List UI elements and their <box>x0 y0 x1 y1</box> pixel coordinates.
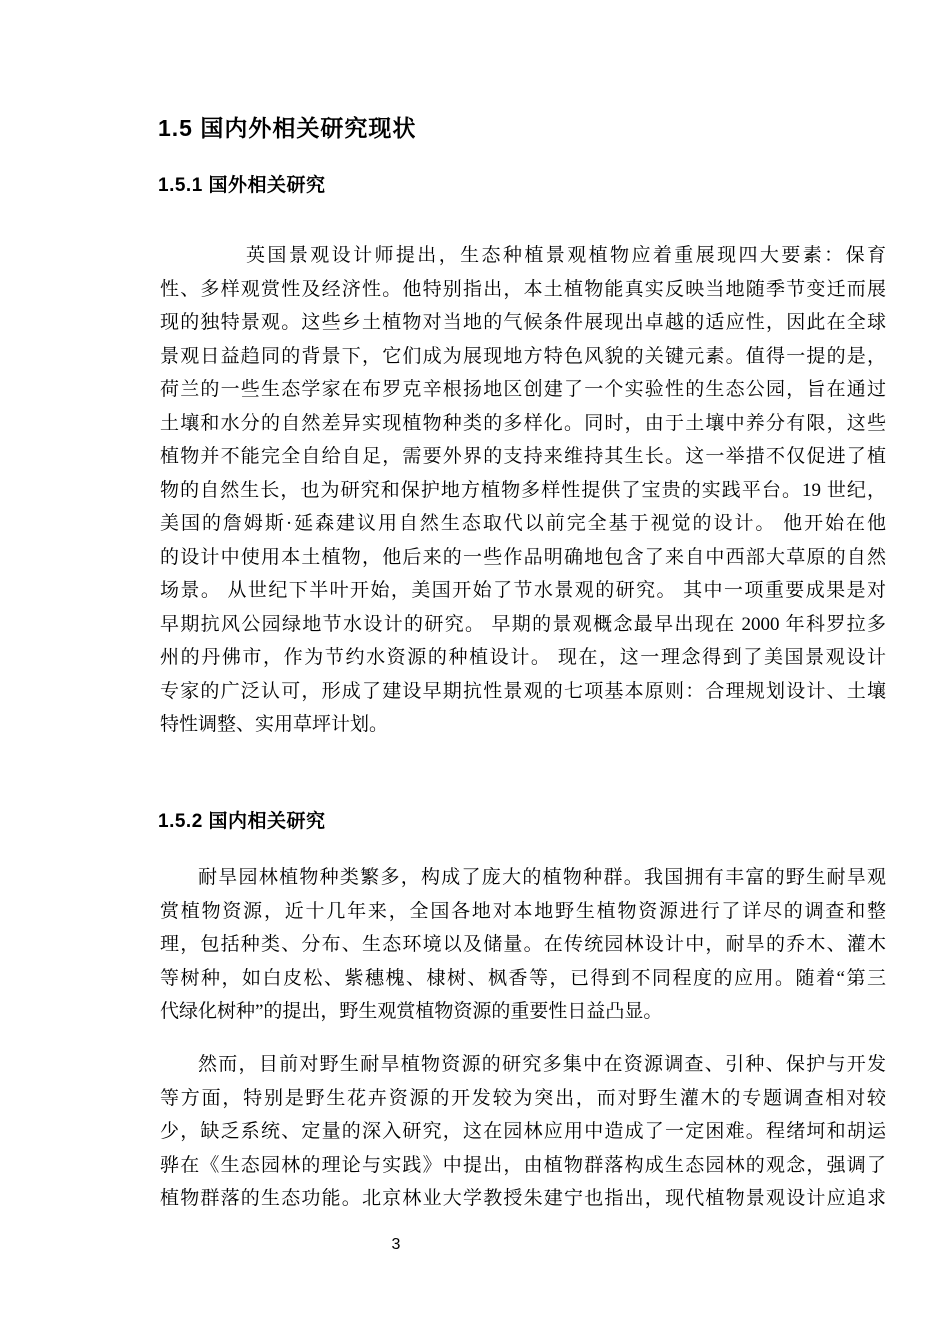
text-line: 荷兰的一些生态学家在布罗克辛根扬地区创建了一个实验性的生态公园，旨在通过 <box>160 379 886 400</box>
text-line: 专家的广泛认可，形成了建设早期抗性景观的七项基本原则：合理规划设计、土壤 <box>160 680 886 702</box>
subsection-heading-domestic-research: 1.5.2 国内相关研究 <box>158 811 326 832</box>
text-line: 州的丹佛市，作为节约水资源的种植设计。 现在，这一理念得到了美国景观设计 <box>160 647 886 668</box>
text-line: 植物群落的生态功能。北京林业大学教授朱建宁也指出，现代植物景观设计应追求 <box>160 1188 886 1209</box>
text-line: 美国的詹姆斯·延森建议用自然生态取代以前完全基于视觉的设计。 他开始在他 <box>160 513 886 534</box>
text-line: 特性调整、实用草坪计划。 <box>160 714 389 735</box>
page-number: 3 <box>391 1236 401 1253</box>
text-line: 早期抗风公园绿地节水设计的研究。 早期的景观概念最早出现在 2000 年科罗拉多 <box>160 613 886 635</box>
subsection-heading-foreign-research: 1.5.1 国外相关研究 <box>158 175 326 196</box>
text-line: 土壤和水分的自然差异实现植物种类的多样化。同时，由于土壤中养分有限，这些 <box>160 412 886 434</box>
text-line: 然而，目前对野生耐旱植物资源的研究多集中在资源调查、引种、保护与开发 <box>198 1054 886 1075</box>
text-line: 理，包括种类、分布、生态环境以及储量。在传统园林设计中，耐旱的乔木、灌木 <box>160 934 886 955</box>
text-line: 代绿化树种”的提出，野生观赏植物资源的重要性日益凸显。 <box>160 1001 663 1022</box>
text-line: 赏植物资源，近十几年来，全国各地对本地野生植物资源进行了详尽的调查和整 <box>160 900 886 922</box>
text-line: 等树种，如白皮松、紫穗槐、棣树、枫香等，已得到不同程度的应用。随着“第三 <box>160 967 886 989</box>
text-line: 骅在《生态园林的理论与实践》中提出，由植物群落构成生态园林的观念，强调了 <box>160 1154 886 1176</box>
text-line: 现的独特景观。这些乡土植物对当地的气候条件展现出卓越的适应性，因此在全球 <box>160 312 886 333</box>
text-line: 景观日益趋同的背景下，它们成为展现地方特色风貌的关键元素。值得一提的是， <box>160 345 886 367</box>
text-line: 场景。 从世纪下半叶开始，美国开始了节水景观的研究。 其中一项重要成果是对 <box>160 580 886 601</box>
text-line: 的设计中使用本土植物，他后来的一些作品明确地包含了来自中西部大草原的自然 <box>160 546 886 568</box>
text-line: 性、多样观赏性及经济性。他特别指出，本土植物能真实反映当地随季节变迁而展 <box>160 278 886 300</box>
paragraph-domestic-research-2 <box>160 1048 886 1216</box>
paragraph-foreign-research <box>160 239 886 742</box>
text-line: 耐旱园林植物种类繁多，构成了庞大的植物种群。我国拥有丰富的野生耐旱观 <box>198 867 886 888</box>
text-line: 植物并不能完全自给自足，需要外界的支持来维持其生长。这一举措不仅促进了植 <box>160 446 886 467</box>
text-line: 少，缺乏系统、定量的深入研究，这在园林应用中造成了一定困难。程绪坷和胡运 <box>160 1121 886 1142</box>
section-heading: 1.5 国内外相关研究现状 <box>158 115 417 141</box>
text-line: 物的自然生长，也为研究和保护地方植物多样性提供了宝贵的实践平台。19 世纪， <box>160 479 886 501</box>
text-line: 等方面，特别是野生花卉资源的开发较为突出，而对野生灌木的专题调查相对较 <box>160 1087 886 1109</box>
paragraph-domestic-research-1 <box>160 861 886 1029</box>
text-line: 英国景观设计师提出，生态种植景观植物应着重展现四大要素：保育 <box>246 245 886 266</box>
